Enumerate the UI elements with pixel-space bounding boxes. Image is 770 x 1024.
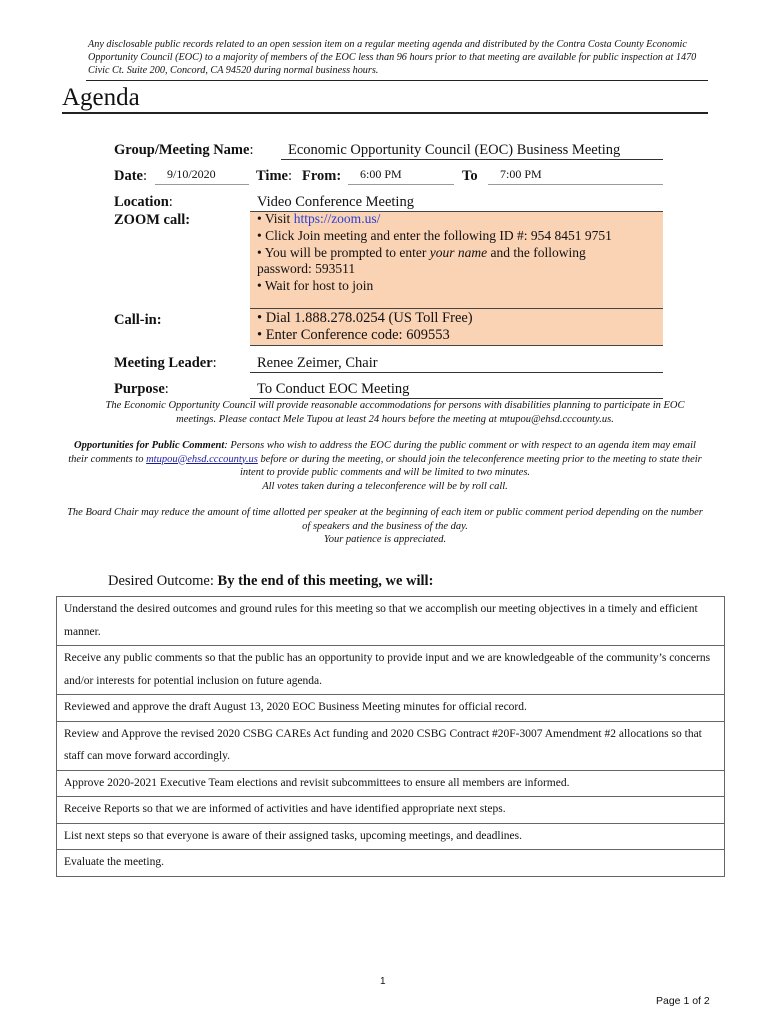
outcome-row: List next steps so that everyone is aware of their assigned tasks, upcoming meetings, and deadlines. <box>57 824 724 851</box>
zoom-label: ZOOM call: <box>114 212 191 228</box>
chair-note: The Board Chair may reduce the amount of time allotted per speaker at the beginning of each item or public comment period depending on the number of speakers and the business of the day. Your patience is appreciated. <box>67 507 703 545</box>
header-rule <box>86 80 708 81</box>
leader-value: Renee Zeimer, Chair <box>250 354 663 373</box>
outcome-row: Receive Reports so that we are informed of activities and have identified appropriate next steps. <box>57 797 724 824</box>
date-label: Date: <box>114 168 148 184</box>
page-of-total: Page 1 of 2 <box>656 995 710 1007</box>
to-label: To <box>462 168 478 184</box>
purpose-label: Purpose: <box>114 381 169 397</box>
accommodation-note: The Economic Opportunity Council will provide reasonable accommodations for persons with disabilities planning to participate in EOC meetings. Please contact Mele Tupou at least 24 hours before the meeting at mtupou@ehsd.cccounty.us. <box>105 400 685 425</box>
zoom-instructions: • Visit https://zoom.us/ • Click Join meeting and enter the following ID #: 954 8451 9751 • You will be prompted to enter your name and the following password: 593511 • Wait for host to join <box>257 211 612 294</box>
location-value: Video Conference Meeting <box>257 194 414 210</box>
to-time-value: 7:00 PM <box>488 167 663 185</box>
leader-label: Meeting Leader: <box>114 355 217 371</box>
outcome-row: Evaluate the meeting. <box>64 856 164 868</box>
purpose-value: To Conduct EOC Meeting <box>250 380 663 399</box>
zoom-link[interactable]: https://zoom.us/ <box>293 211 381 226</box>
title-rule <box>62 112 708 114</box>
comment-email-link[interactable]: mtupou@ehsd.cccounty.us <box>146 453 258 465</box>
outcome-row: Understand the desired outcomes and ground rules for this meeting so that we accomplish our meeting objectives in a timely and efficient manner. <box>57 597 724 646</box>
page-number: 1 <box>380 976 386 987</box>
time-label: Time: <box>256 168 292 184</box>
public-comment-note: Opportunities for Public Comment: Persons who wish to address the EOC during the public comment or with respect to an agenda item may email their comments to mtupou@ehsd.cccounty.us before or during the meeting, or should join the teleconference meeting prior to the meeting to state their intent to provide public comments and will be limited to two minutes. All votes taken during a teleconference will be by roll call. <box>68 440 702 492</box>
outcome-row: Review and Approve the revised 2020 CSBG CAREs Act funding and 2020 CSBG Contract #20F-3007 Amendment #2 allocations so that staff can move forward accordingly. <box>57 722 724 771</box>
group-label: Group/Meeting Name: <box>114 142 254 158</box>
from-label: From: <box>302 168 342 184</box>
public-records-disclaimer: Any disclosable public records related to an open session item on a regular meeting agenda and distributed by the Contra Costa County Economic Opportunity Council (EOC) to a majority of members of the EOC less than 96 hours prior to that meeting are available for public inspection at 1470 Civic Ct. Suite 200, Concord, CA 94520 during normal business hours. <box>88 39 697 77</box>
outcome-row: Approve 2020-2021 Executive Team elections and revisit subcommittees to ensure all members are informed. <box>57 771 724 798</box>
date-value: 9/10/2020 <box>155 167 249 185</box>
desired-outcome-heading: Desired Outcome: By the end of this meeting, we will: <box>108 573 434 589</box>
zoom-callin-separator <box>250 308 663 309</box>
group-value: Economic Opportunity Council (EOC) Business Meeting <box>281 141 663 160</box>
outcome-row: Receive any public comments so that the public has an opportunity to provide input and we are knowledgeable of the community’s concerns and/or interests for potential inclusion on future agenda. <box>57 646 724 695</box>
outcome-row: Reviewed and approve the draft August 13, 2020 EOC Business Meeting minutes for official record. <box>57 695 724 722</box>
callin-label: Call-in: <box>114 312 162 328</box>
from-time-value: 6:00 PM <box>348 167 454 185</box>
location-label: Location: <box>114 194 173 210</box>
outcomes-table <box>56 596 725 877</box>
page-title: Agenda <box>62 84 140 111</box>
callin-instructions: • Dial 1.888.278.0254 (US Toll Free) • Enter Conference code: 609553 <box>257 310 473 343</box>
